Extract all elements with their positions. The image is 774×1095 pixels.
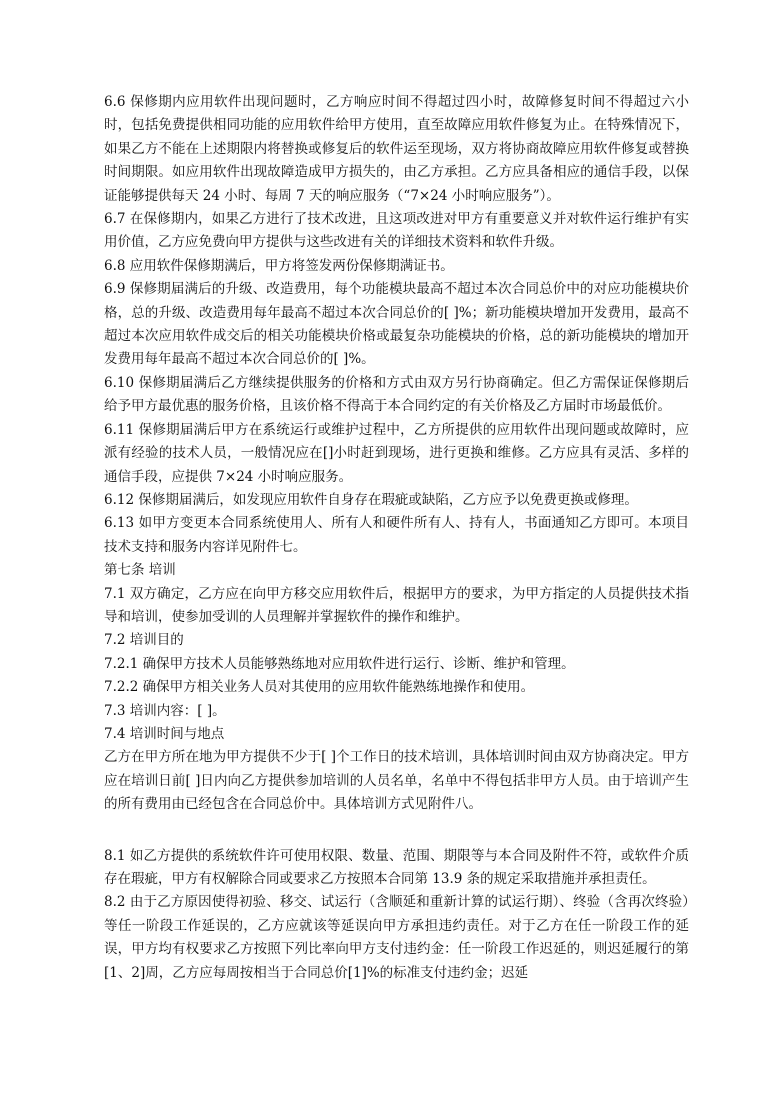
clause-8-1: 8.1 如乙方提供的系统软件许可使用权限、数量、范围、期限等与本合同及附件不符，或软件介质存在瑕疵，甲方有权解除合同或要求乙方按照本合同第 13.9 条的规定采取措施并承担责任。 — [104, 847, 689, 887]
clause-6-9: 6.9 保修期届满后的升级、改造费用，每个功能模块最高不超过本次合同总价中的对应功能模块价格，总的升级、改造费用每年最高不超过本次合同总价的[ ]%；新功能模块增加开发费用，最高不超过本次应用软件成交后的相关功能模块价格或最复杂功能模块的价格，总的新功能模块的增加开发费用每年最高不超过本次合同总价的[ ]%。 — [104, 281, 689, 368]
blank-gap — [104, 817, 689, 845]
clause-6-10: 6.10 保修期届满后乙方继续提供服务的价格和方式由双方另行协商确定。但乙方需保证保修期后给予甲方最优惠的服务价格，且该价格不得高于本合同约定的有关价格及乙方届时市场最低价。 — [104, 374, 689, 415]
clause-6-6: 6.6 保修期内应用软件出现问题时，乙方响应时间不得超过四小时，故障修复时间不得超过六小时，包括免费提供相同功能的应用软件给甲方使用，直至故障应用软件修复为止。在特殊情况下，如果乙方不能在上述期限内将替换或修复后的软件运至现场，双方将协商故障应用软件修复或替换时间期限。如应用软件出现故障造成甲方损失的，由乙方承担。乙方应具备相应的通信手段，以保证能够提供每天 24 小时、每周 7 天的响应服务（“7×24 小时响应服务”）。 — [104, 94, 689, 204]
clause-6-13: 6.13 如甲方变更本合同系统使用人、所有人和硬件所有人、持有人，书面通知乙方即可。本项目技术支持和服务内容详见附件七。 — [104, 515, 689, 555]
clause-7-2-2: 7.2.2 确保甲方相关业务人员对其使用的应用软件能熟练地操作和使用。 — [104, 679, 535, 696]
section-heading-training: 第七条 培训 — [104, 562, 176, 579]
document-body — [104, 91, 689, 985]
clause-6-7: 6.7 在保修期内，如果乙方进行了技术改进，且这项改进对甲方有重要意义并对软件运行维护有实用价值，乙方应免费向甲方提供与这些改进有关的详细技术资料和软件升级。 — [104, 211, 689, 251]
clause-7-2-heading: 7.2 培训目的 — [104, 632, 184, 649]
clause-7-4-heading: 7.4 培训时间与地点 — [104, 725, 225, 742]
clause-8-2: 8.2 由于乙方原因使得初验、移交、试运行（含顺延和重新计算的试运行期）、终验（含再次终验）等任一阶段工作延误的，乙方应就该等延误向甲方承担违约责任。对于乙方在任一阶段工作的延误，甲方均有权要求乙方按照下列比率向甲方支付违约金：任一阶段工作迟延的，则迟延履行的第[1、2]周，乙方应每周按相当于合同总价[1]%的标准支付违约金；迟延 — [104, 894, 689, 981]
clause-6-8: 6.8 应用软件保修期满后，甲方将签发两份保修期满证书。 — [104, 257, 454, 274]
clause-7-2-1: 7.2.1 确保甲方技术人员能够熟练地对应用软件进行运行、诊断、维护和管理。 — [104, 655, 575, 672]
clause-6-11: 6.11 保修期届满后甲方在系统运行或维护过程中，乙方所提供的应用软件出现问题或故障时，应派有经验的技术人员，一般情况应在[]小时赶到现场，进行更换和维修。乙方应具有灵活、多样的通信手段，应提供 7×24 小时响应服务。 — [104, 421, 689, 485]
clause-7-1: 7.1 双方确定，乙方应在向甲方移交应用软件后，根据甲方的要求，为甲方指定的人员提供技术指导和培训，使参加受训的人员理解并掌握软件的操作和维护。 — [104, 585, 689, 625]
clause-6-12: 6.12 保修期届满后，如发现应用软件自身存在瑕疵或缺陷，乙方应予以免费更换或修理。 — [104, 491, 638, 508]
clause-7-4-body: 乙方在甲方所在地为甲方提供不少于[ ]个工作日的技术培训，具体培训时间由双方协商决定。甲方应在培训日前[ ]日内向乙方提供参加培训的人员名单，名单中不得包括非甲方人员。由于培训产生的所有费用由已经包含在合同总价中。具体培训方式见附件八。 — [104, 749, 689, 813]
clause-7-3: 7.3 培训内容：[ ]。 — [104, 702, 226, 719]
